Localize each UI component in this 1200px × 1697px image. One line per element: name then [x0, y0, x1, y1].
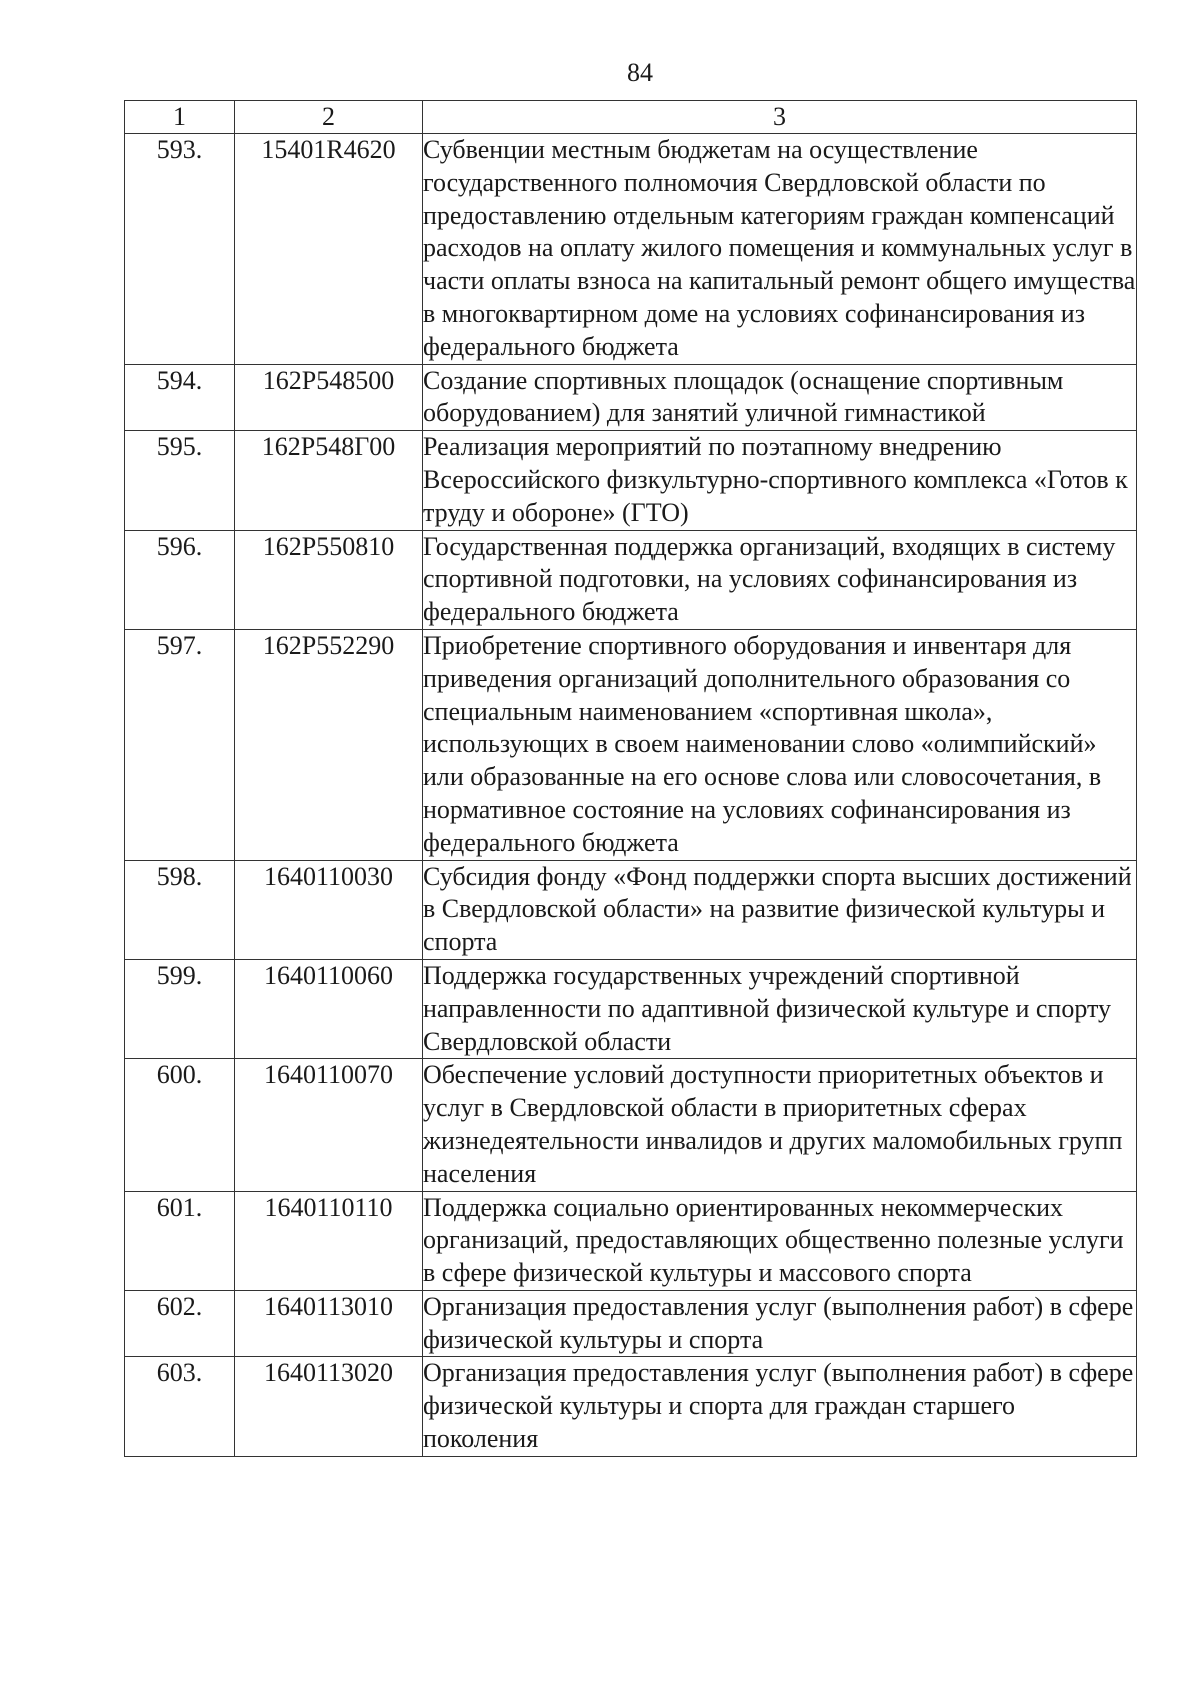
classification-code-cell: 162P552290	[235, 629, 423, 860]
table-row	[125, 1191, 1137, 1290]
classification-code-cell: 1640110030	[235, 860, 423, 959]
table-header-row	[125, 101, 1137, 134]
row-number-cell: 599.	[125, 959, 235, 1058]
table-row	[125, 431, 1137, 530]
classification-code-cell: 15401R4620	[235, 134, 423, 365]
classification-code-cell: 1640110070	[235, 1059, 423, 1191]
table-row	[125, 959, 1137, 1058]
table-row	[125, 1290, 1137, 1357]
classification-code-cell: 1640110110	[235, 1191, 423, 1290]
description-cell: Приобретение спортивного оборудования и инвентаря для приведения организаций дополнительного образования со специальным наименованием «спортивная школа», использующих в своем наименовании слово «олимпийский» или образованные на его основе слова или словосочетания, в нормативное состояние на условиях софинансирования из федерального бюджета	[423, 629, 1137, 860]
classification-code-cell: 1640110060	[235, 959, 423, 1058]
row-number-cell: 602.	[125, 1290, 235, 1357]
classification-code-cell: 162P548500	[235, 364, 423, 431]
description-cell: Организация предоставления услуг (выполнения работ) в сфере физической культуры и спорта для граждан старшего поколения	[423, 1357, 1137, 1456]
row-number-cell: 595.	[125, 431, 235, 530]
table-row	[125, 860, 1137, 959]
column-header-1: 1	[125, 101, 235, 134]
table-row	[125, 1357, 1137, 1456]
classification-code-cell: 1640113010	[235, 1290, 423, 1357]
budget-classification-table	[124, 100, 1137, 1457]
description-cell: Поддержка социально ориентированных некоммерческих организаций, предоставляющих общественно полезные услуги в сфере физической культуры и массового спорта	[423, 1191, 1137, 1290]
table-row	[125, 134, 1137, 365]
description-cell: Субсидия фонду «Фонд поддержки спорта высших достижений в Свердловской области» на развитие физической культуры и спорта	[423, 860, 1137, 959]
column-header-2: 2	[235, 101, 423, 134]
row-number-cell: 597.	[125, 629, 235, 860]
table-row	[125, 364, 1137, 431]
row-number-cell: 598.	[125, 860, 235, 959]
classification-code-cell: 1640113020	[235, 1357, 423, 1456]
row-number-cell: 603.	[125, 1357, 235, 1456]
classification-code-cell: 162P550810	[235, 530, 423, 629]
table-row	[125, 530, 1137, 629]
row-number-cell: 596.	[125, 530, 235, 629]
table-row	[125, 1059, 1137, 1191]
table-row	[125, 629, 1137, 860]
description-cell: Организация предоставления услуг (выполнения работ) в сфере физической культуры и спорта	[423, 1290, 1137, 1357]
classification-code-cell: 162P548Г00	[235, 431, 423, 530]
description-cell: Создание спортивных площадок (оснащение спортивным оборудованием) для занятий уличной гимнастикой	[423, 364, 1137, 431]
description-cell: Обеспечение условий доступности приоритетных объектов и услуг в Свердловской области в приоритетных сферах жизнедеятельности инвалидов и других маломобильных групп населения	[423, 1059, 1137, 1191]
page-number: 84	[627, 58, 653, 87]
row-number-cell: 594.	[125, 364, 235, 431]
row-number-cell: 593.	[125, 134, 235, 365]
description-cell: Субвенции местным бюджетам на осуществление государственного полномочия Свердловской области по предоставлению отдельным категориям граждан компенсаций расходов на оплату жилого помещения и коммунальных услуг в части оплаты взноса на капитальный ремонт общего имущества в многоквартирном доме на условиях софинансирования из федерального бюджета	[423, 134, 1137, 365]
column-header-3: 3	[423, 101, 1137, 134]
description-cell: Государственная поддержка организаций, входящих в систему спортивной подготовки, на условиях софинансирования из федерального бюджета	[423, 530, 1137, 629]
row-number-cell: 601.	[125, 1191, 235, 1290]
description-cell: Поддержка государственных учреждений спортивной направленности по адаптивной физической культуре и спорту Свердловской области	[423, 959, 1137, 1058]
row-number-cell: 600.	[125, 1059, 235, 1191]
description-cell: Реализация мероприятий по поэтапному внедрению Всероссийского физкультурно-спортивного комплекса «Готов к труду и обороне» (ГТО)	[423, 431, 1137, 530]
